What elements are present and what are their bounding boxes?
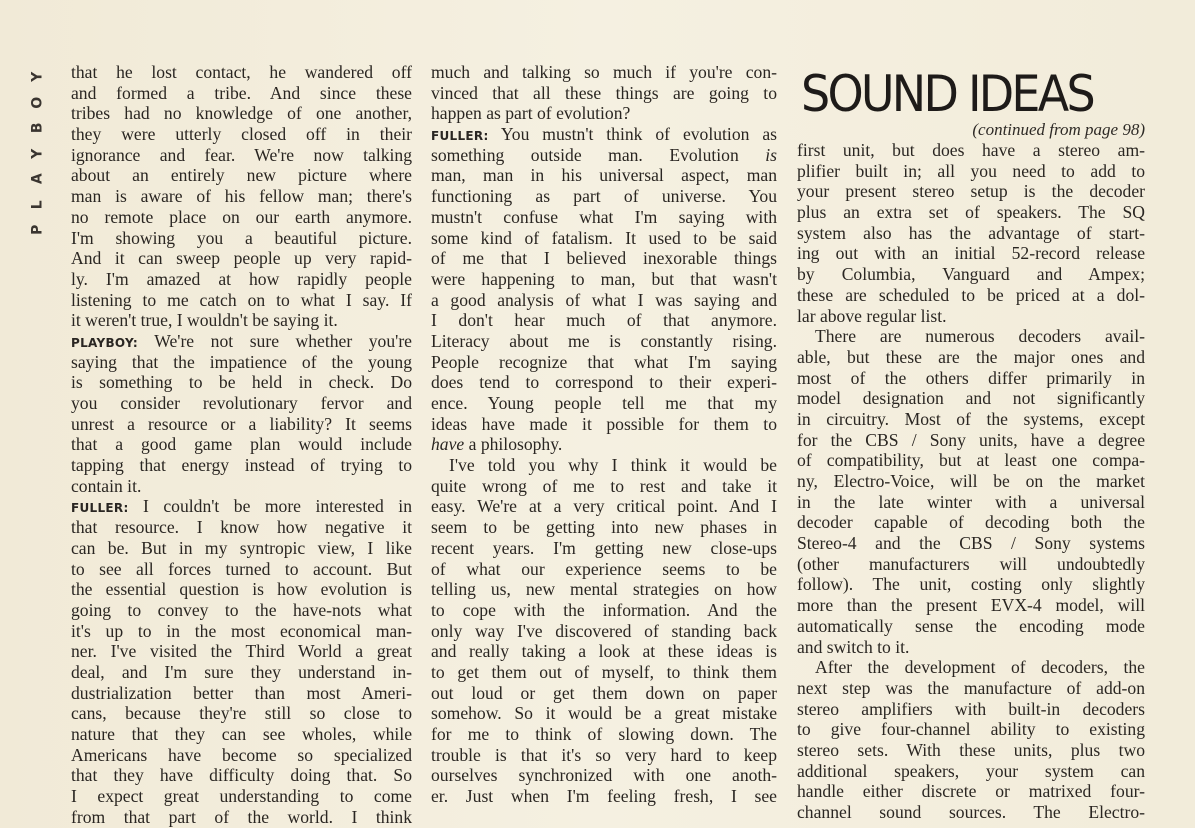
text-run: happen as part of evolution? [431, 103, 631, 124]
text-run: it weren't true, I wouldn't be saying it. [71, 310, 338, 331]
text-line [431, 786, 777, 807]
text-run: nature that they can see wholes, while [71, 724, 412, 744]
text-run: vinced that all these things are going to [431, 82, 777, 103]
text-line [797, 450, 1145, 471]
text-line [797, 409, 1145, 430]
text-line [431, 745, 777, 766]
text-run: There are numerous decoders avail- [815, 326, 1145, 347]
speaker-label: PLAYBOY: [71, 335, 139, 350]
text-run: next step was the manufacture of add-on [797, 677, 1145, 698]
text-run: functioning as part of universe. You [431, 186, 777, 207]
text-line [71, 83, 412, 104]
text-run: ing out with an initial 52-record release [797, 243, 1145, 264]
text-line [797, 740, 1145, 761]
text-line [71, 165, 412, 186]
text-run: first unit, but does have a stereo am- [797, 140, 1145, 160]
text-line [71, 724, 412, 745]
text-line [431, 165, 777, 186]
text-run: and really taking a look at these ideas is [431, 641, 777, 662]
text-line [797, 326, 1145, 347]
text-run: deal, and I'm sure they understand in- [71, 661, 412, 682]
text-run: listening to me catch on to what I say. If [71, 289, 412, 310]
text-line [71, 683, 412, 704]
text-run: seem to be getting into new phases in [431, 517, 777, 538]
text-run: these are scheduled to be priced at a dol- [797, 284, 1145, 305]
magazine-sidebar-label [30, 64, 46, 243]
text-line [71, 621, 412, 642]
text-run: system also has the advantage of start- [797, 222, 1145, 243]
text-line [431, 683, 777, 704]
text-run: were happening to man, but that wasn't [431, 268, 777, 289]
text-line [71, 372, 412, 393]
text-run: stereo sets. With these units, plus two [797, 739, 1145, 760]
text-line [71, 393, 412, 414]
text-run: they were utterly closed off in their [71, 124, 412, 145]
sidebar-letter: L [29, 199, 46, 209]
text-line [71, 186, 412, 207]
text-line [71, 352, 412, 373]
text-line [431, 248, 777, 269]
text-run: man, man in his universal aspect, man [431, 165, 777, 186]
text-line [431, 517, 777, 538]
text-line [431, 476, 777, 497]
text-line [797, 781, 1145, 802]
text-line [431, 83, 777, 104]
text-run: from that part of the world. I think [71, 806, 412, 827]
text-run: I expect great understanding to come [71, 786, 412, 807]
text-line [797, 285, 1145, 306]
sidebar-letter: P [29, 224, 46, 235]
text-line [71, 124, 412, 145]
text-line [71, 476, 412, 497]
text-run: something outside man. Evolution [431, 144, 766, 165]
text-line [431, 662, 777, 683]
text-line [431, 207, 777, 228]
speaker-label: FULLER: [431, 129, 489, 144]
text-run: follow). The unit, costing only slightly [797, 574, 1145, 595]
text-line [431, 496, 777, 517]
text-run: recent years. I'm getting new close-ups [431, 537, 777, 558]
text-line [797, 161, 1145, 182]
text-run: out loud or get them down on paper [431, 682, 777, 703]
text-line [431, 145, 777, 166]
text-run: more than the present EVX-4 model, will [797, 595, 1145, 616]
text-line [797, 761, 1145, 782]
text-line [431, 372, 777, 393]
text-run: automatically sense the encoding mode [797, 615, 1145, 636]
text-run: Literacy about me is constantly rising. [431, 330, 777, 351]
text-run: tribes had no knowledge of one another, [71, 103, 412, 124]
text-run: in circuitry. Most of the systems, except [797, 408, 1145, 429]
text-run: decoder capable of decoding both the [797, 512, 1145, 533]
text-run: that he lost contact, he wandered off [71, 62, 412, 82]
sidebar-letter: Y [29, 71, 46, 82]
text-run: ignorance and fear. We're now talking [71, 144, 412, 165]
column-right [797, 140, 1145, 823]
text-run: no remote place on our earth anymore. [71, 206, 412, 227]
text-line [71, 103, 412, 124]
text-run: lar above regular list. [797, 305, 947, 326]
text-line [431, 579, 777, 600]
text-run: ner. I've visited the Third World a great [71, 641, 412, 662]
emphasis-text: is [765, 144, 777, 165]
text-run: I couldn't be more interested in [128, 496, 412, 517]
text-run: in the late winter with a universal [797, 491, 1145, 512]
text-run: model designation and not significantly [797, 388, 1145, 409]
sidebar-letter: A [29, 173, 46, 185]
text-run: plifier built in; all you need to add to [797, 160, 1145, 181]
text-line [71, 703, 412, 724]
text-line [797, 388, 1145, 409]
text-line [71, 765, 412, 786]
text-run: And it can sweep people up very rapid- [71, 248, 412, 269]
sidebar-letter: B [29, 122, 46, 134]
text-line [797, 533, 1145, 554]
text-run: and switch to it. [797, 636, 910, 657]
text-line [71, 62, 412, 83]
text-run: Stereo-4 and the CBS / Sony systems [797, 533, 1145, 554]
text-run: a philosophy. [464, 434, 563, 455]
text-line [431, 703, 777, 724]
text-line [797, 202, 1145, 223]
text-run: unrest a resource or a liability? It seems [71, 413, 412, 434]
text-run: I've told you why I think it would be [449, 455, 777, 476]
text-run: only way I've discovered of standing back [431, 620, 777, 641]
text-run: that a good game plan would include [71, 434, 412, 455]
text-line [71, 496, 412, 517]
text-line [797, 223, 1145, 244]
text-run: for the CBS / Sony units, have a degree [797, 429, 1145, 450]
text-line [71, 207, 412, 228]
text-run: your present stereo setup is the decoder [797, 181, 1145, 202]
text-line [797, 264, 1145, 285]
text-run: does tend to correspond to their experi- [431, 372, 777, 393]
text-line [71, 559, 412, 580]
text-run: going to convey to the have-nots what [71, 599, 412, 620]
text-run: to get them out of myself, to think them [431, 661, 777, 682]
text-line [431, 414, 777, 435]
text-line [431, 331, 777, 352]
section-headline: SOUND IDEAS [801, 65, 1093, 123]
text-run: man is aware of his fellow man; there's [71, 186, 412, 207]
emphasis-text: have [431, 434, 465, 455]
text-run: Americans have become so specialized [71, 744, 412, 765]
text-run: about an entirely new picture where [71, 165, 412, 186]
text-line [71, 310, 412, 331]
text-line [797, 471, 1145, 492]
text-run: by Columbia, Vanguard and Ampex; [797, 264, 1145, 285]
text-run: can be. But in my syntropic view, I like [71, 537, 412, 558]
text-line [431, 455, 777, 476]
text-run: to see all forces turned to account. But [71, 558, 412, 579]
text-line [431, 124, 777, 145]
text-line [71, 807, 412, 828]
text-line [71, 455, 412, 476]
text-line [431, 228, 777, 249]
text-run: much and talking so much if you're con- [431, 62, 777, 82]
text-line [797, 719, 1145, 740]
text-run: ideas have made it possible for them to [431, 413, 777, 434]
text-run: cans, because they're still so close to [71, 703, 412, 724]
text-line [797, 430, 1145, 451]
text-line [797, 554, 1145, 575]
text-run: to cope with the information. And the [431, 599, 777, 620]
text-run: telling us, new mental strategies on how [431, 579, 777, 600]
text-line [797, 243, 1145, 264]
text-run: able, but these are the major ones and [797, 346, 1145, 367]
text-run: (other manufacturers will undoubtedly [797, 553, 1145, 574]
text-run: I'm showing you a beautiful picture. [71, 227, 412, 248]
text-run: ly. I'm amazed at how rapidly people [71, 268, 412, 289]
text-run: I don't hear much of that anymore. [431, 310, 777, 331]
text-line [797, 657, 1145, 678]
text-run: channel sound sources. The Electro- [797, 802, 1145, 822]
text-line [431, 352, 777, 373]
text-line [71, 662, 412, 683]
text-run: dustrialization better than most Ameri- [71, 682, 412, 703]
text-line [431, 393, 777, 414]
text-run: After the development of decoders, the [815, 657, 1145, 678]
text-line [431, 290, 777, 311]
text-line [71, 248, 412, 269]
text-run: additional speakers, your system can [797, 760, 1145, 781]
text-run: a good analysis of what I was saying and [431, 289, 777, 310]
text-line [71, 434, 412, 455]
text-line [71, 517, 412, 538]
text-run: most of the others differ primarily in [797, 367, 1145, 388]
text-run: the essential question is how evolution is [71, 579, 412, 600]
continued-note: (continued from page 98) [972, 120, 1145, 139]
text-line [71, 331, 412, 352]
text-line [797, 678, 1145, 699]
text-run: You mustn't think of evolution as [488, 124, 777, 145]
text-run: We're not sure whether you're [138, 330, 412, 351]
text-run: somehow. So it would be a great mistake [431, 703, 777, 724]
sidebar-letter: O [29, 96, 46, 109]
column-middle [431, 62, 777, 807]
text-run: for me to think of slowing down. The [431, 724, 777, 744]
text-run: er. Just when I'm feeling fresh, I see [431, 786, 777, 807]
text-line [797, 637, 1145, 658]
text-line [71, 269, 412, 290]
text-line [797, 306, 1145, 327]
text-run: trouble is that it's so very hard to keep [431, 744, 777, 765]
text-line [797, 616, 1145, 637]
text-line [71, 786, 412, 807]
text-run: handle either discrete or matrixed four- [797, 781, 1145, 802]
text-line [431, 765, 777, 786]
text-line [797, 512, 1145, 533]
text-line [431, 62, 777, 83]
text-line [431, 186, 777, 207]
text-line [797, 595, 1145, 616]
text-run: you consider revolutionary fervor and [71, 393, 412, 413]
text-line [797, 368, 1145, 389]
text-line [431, 559, 777, 580]
text-line [71, 228, 412, 249]
text-line [797, 347, 1145, 368]
text-line [431, 538, 777, 559]
text-line [797, 802, 1145, 823]
text-run: it's up to in the most economical man- [71, 620, 412, 641]
text-run: tapping that energy instead of trying to [71, 455, 412, 476]
text-line [71, 641, 412, 662]
text-run: ourselves synchronized with one anoth- [431, 765, 777, 786]
text-run: quite wrong of me to rest and take it [431, 475, 777, 496]
text-line [431, 310, 777, 331]
sidebar-letter: Y [29, 148, 46, 159]
text-line [71, 290, 412, 311]
text-run: some kind of fatalism. It used to be said [431, 227, 777, 248]
text-run: ence. Young people tell me that my [431, 393, 777, 413]
text-line [431, 269, 777, 290]
text-run: easy. We're at a very critical point. And I [431, 496, 777, 517]
text-line [431, 724, 777, 745]
text-line [431, 641, 777, 662]
text-run: that they have difficulty doing that. So [71, 765, 412, 786]
text-line [71, 745, 412, 766]
text-line [797, 492, 1145, 513]
text-run: of compatibility, but at least one compa- [797, 450, 1145, 471]
text-run: of me that I believed inexorable things [431, 248, 777, 269]
text-line [797, 699, 1145, 720]
column-left [71, 62, 412, 827]
text-run: that resource. I know how negative it [71, 517, 412, 538]
text-line [431, 621, 777, 642]
text-line [431, 600, 777, 621]
text-line [797, 140, 1145, 161]
text-line [431, 434, 777, 455]
text-line [797, 181, 1145, 202]
text-run: to give four-channel ability to existing [797, 719, 1145, 740]
text-line [797, 574, 1145, 595]
text-line [71, 600, 412, 621]
text-run: stereo amplifiers with built-in decoders [797, 698, 1145, 719]
text-line [71, 579, 412, 600]
text-run: saying that the impatience of the young [71, 351, 412, 372]
text-run: People recognize that what I'm saying [431, 351, 777, 372]
text-line [71, 414, 412, 435]
text-run: ny, Electro-Voice, will be on the market [797, 471, 1145, 491]
text-run: contain it. [71, 475, 142, 496]
text-run: of what our experience seems to be [431, 558, 777, 579]
text-line [71, 538, 412, 559]
text-run: plus an extra set of speakers. The SQ [797, 202, 1145, 223]
text-line [71, 145, 412, 166]
text-run: is something to be held in check. Do [71, 372, 412, 393]
text-run: and formed a tribe. And since these [71, 82, 412, 103]
text-run: mustn't confuse what I'm saying with [431, 206, 777, 227]
text-line [431, 103, 777, 124]
speaker-label: FULLER: [71, 501, 129, 516]
